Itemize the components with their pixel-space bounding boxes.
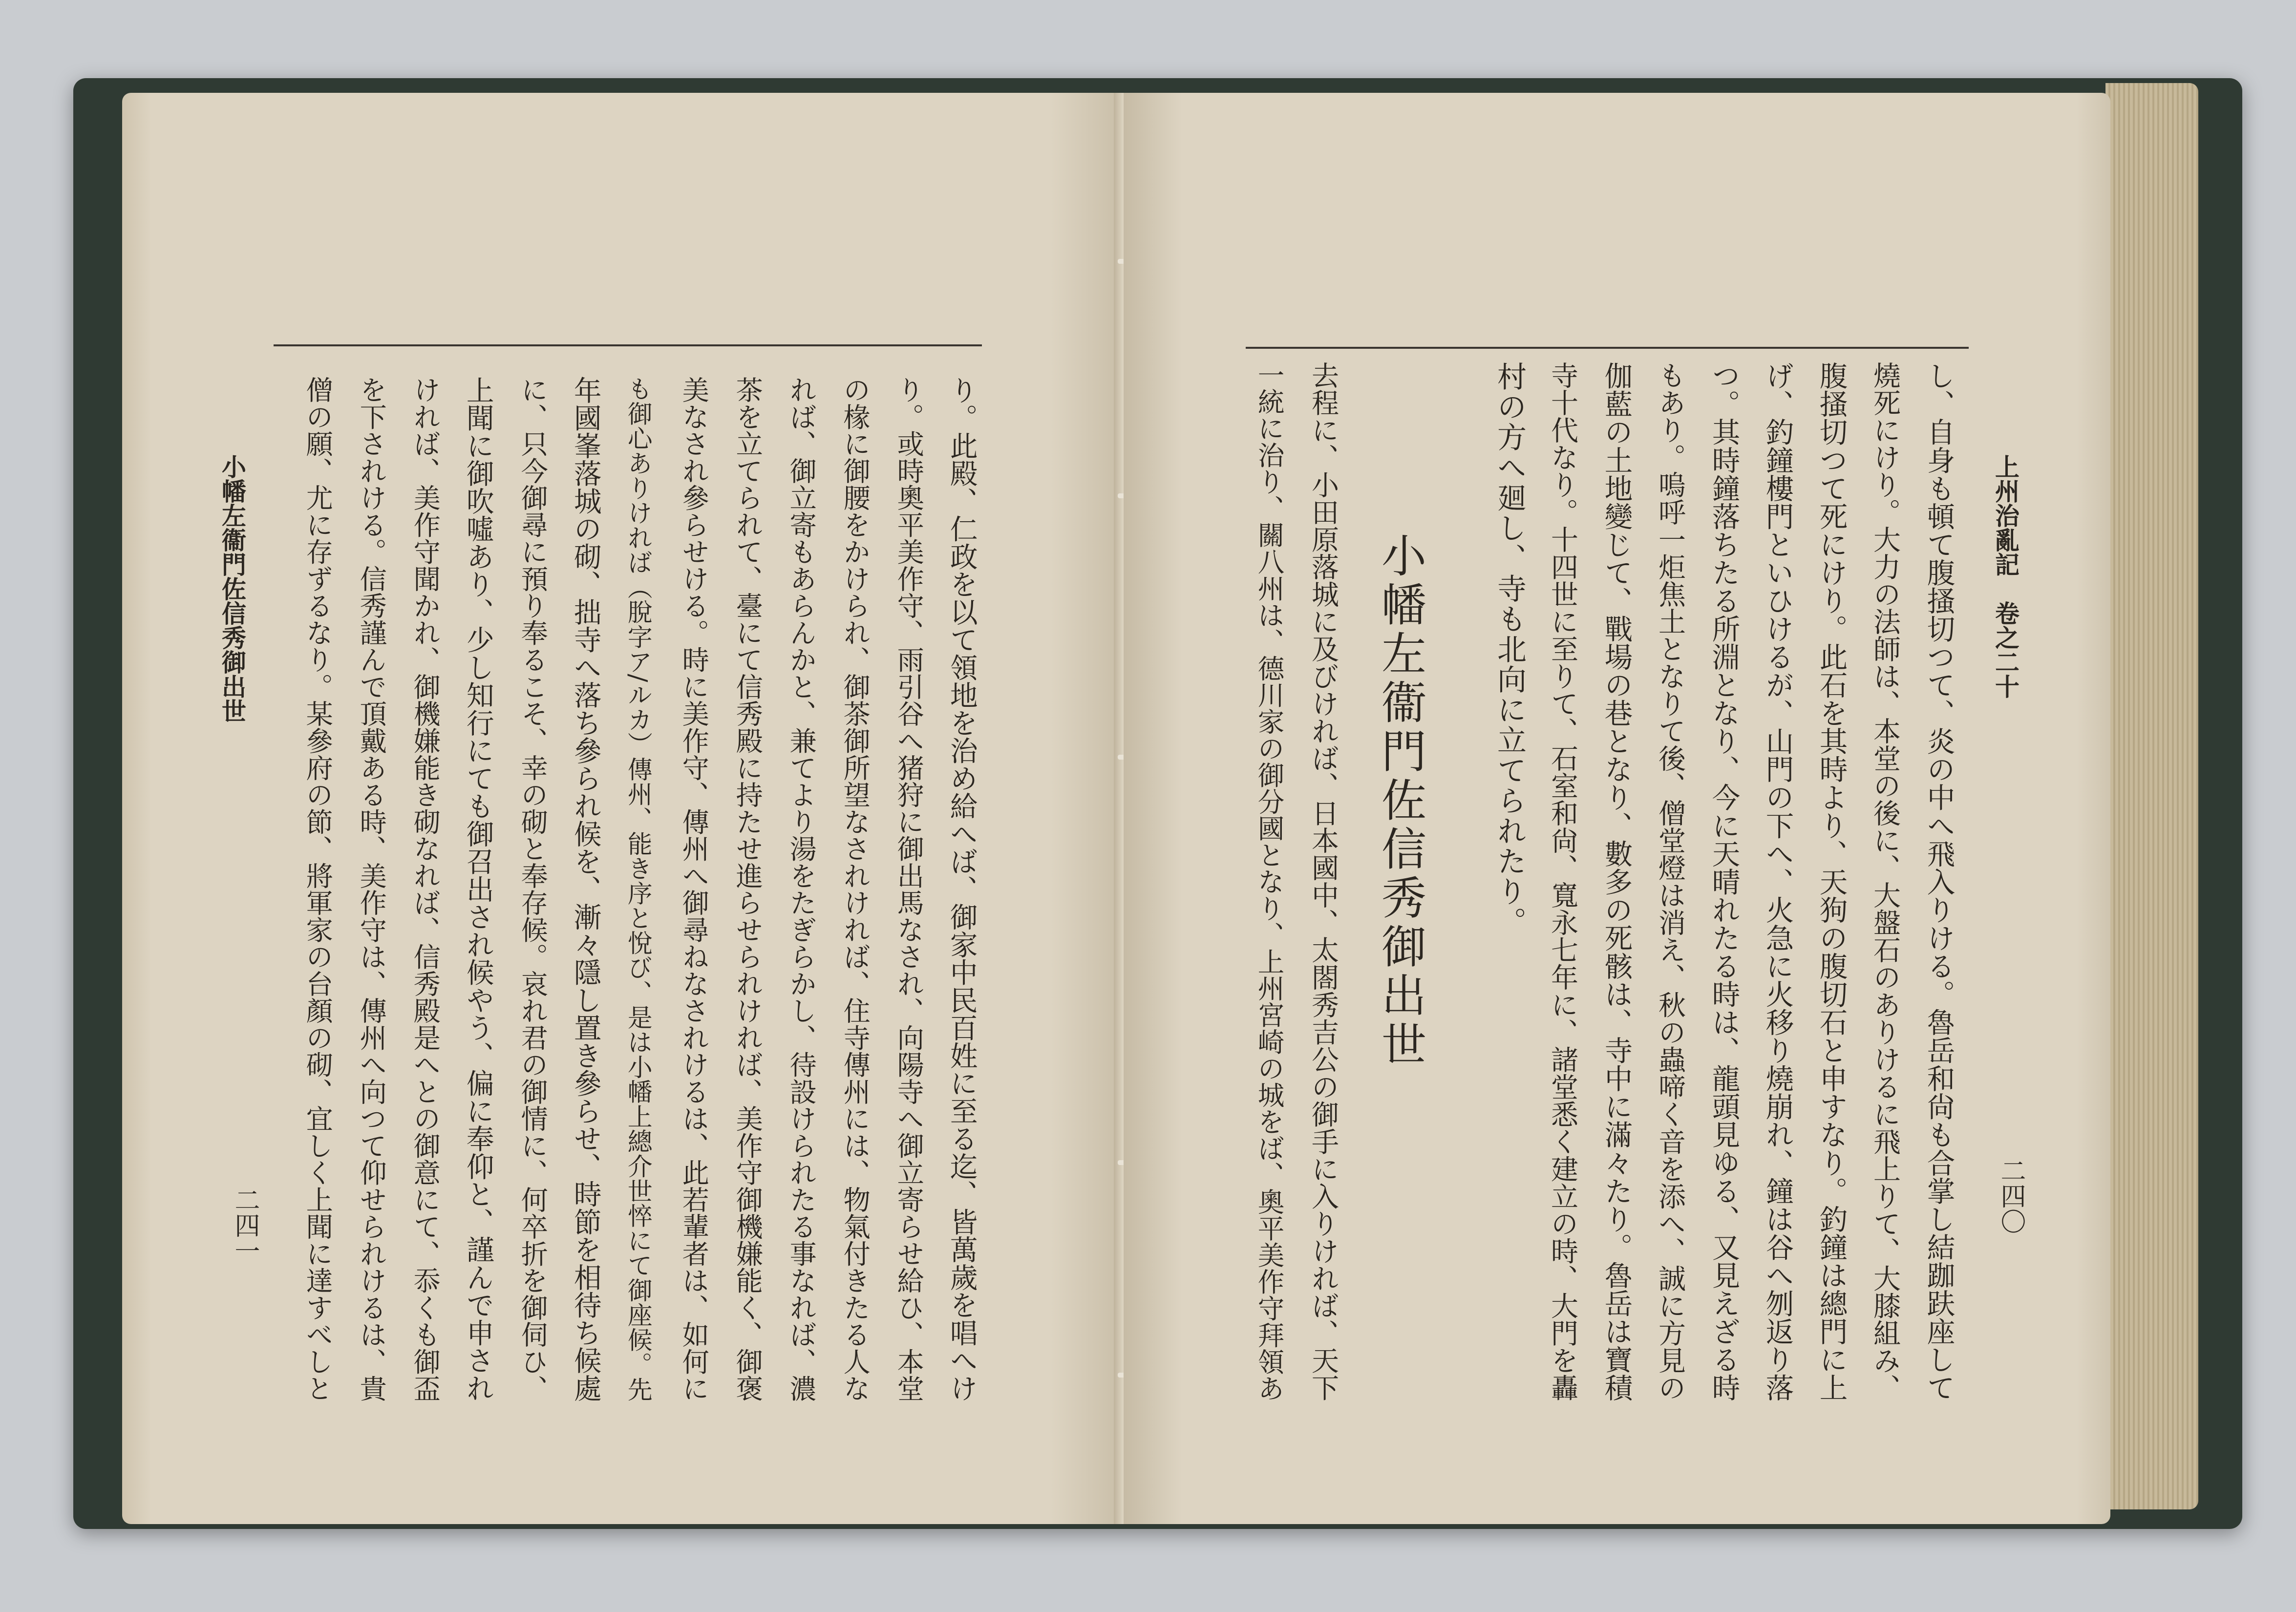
left-body-line: り。或時奧平美作守、雨引谷へ猪狩に御出馬なされ、向陽寺へ御立寄らせ給ひ、本堂 bbox=[892, 376, 924, 1402]
right-body-line: げ、釣鐘樓門といひけるが、山門の下へ、火急に火移り燒崩れ、鐘は谷へ刎返り落 bbox=[1761, 361, 1794, 1401]
left-body-line: 上聞に御吹噓あり、少し知行にても御召出され候やう、偏に奉仰と、謹んで申され bbox=[462, 376, 494, 1402]
left-body-line: の椽に御腰をかけられ、御茶御所望なされければ、住寺傳州には、物氣付きたる人な bbox=[838, 376, 870, 1402]
left-body-line: り。此殿、仁政を以て領地を治め給へば、御家中民百姓に至る迄、皆萬歲を唱へけ bbox=[945, 376, 978, 1402]
left-body-line: 年國峯落城の砌、拙寺へ落ち參られ候を、漸々隱し置き參らせ、時節を相待ち候處 bbox=[569, 376, 602, 1402]
chapter-title: 小幡左衞門佐信秀御出世 bbox=[1374, 532, 1426, 1070]
right-page-header-rule bbox=[1246, 347, 1969, 349]
right-body-line: 一統に治り、關八州は、德川家の御分國となり、上州宮崎の城をば、奧平美作守拜領あ bbox=[1253, 361, 1285, 1402]
right-page-number: 二四〇 bbox=[1996, 1158, 2025, 1234]
right-body-line: し、自身も頓て腹搔切つて、炎の中へ飛入りける。魯岳和尙も合掌し結跏趺座して bbox=[1922, 361, 1956, 1401]
page-block-edge bbox=[2105, 83, 2198, 1509]
left-body-line: れば、御立寄もあらんかと、兼てより湯をたぎらかし、待設けられたる事なれば、濃 bbox=[785, 376, 816, 1402]
left-body-line: 美なされ參らせける。時に美作守、傳州へ御尋ねなされけるは、此若輩者は、如何に bbox=[677, 376, 709, 1402]
right-body-line: 寺十代なり。十四世に至りて、石室和尙、寬永七年に、諸堂悉く建立の時、大門を轟 bbox=[1547, 361, 1579, 1401]
right-body-line: 去程に、小田原落城に及びければ、日本國中、太閤秀吉公の御手に入りければ、天下 bbox=[1307, 361, 1339, 1401]
right-body-line: もあり。嗚呼一炬焦土となりて後、僧堂燈は消え、秋の蟲啼く音を添へ、誠に方見の bbox=[1654, 361, 1686, 1401]
left-body-line: ければ、美作守聞かれ、御機嫌能き砌なれば、信秀殿是へとの御意にて、忝くも御盃 bbox=[408, 376, 440, 1402]
left-body-line: 僧の願、尤に存ずるなり。某參府の節、將軍家の台顏の砌、宜しく上聞に達すべしと bbox=[301, 376, 333, 1402]
right-body-line: 村の方へ廻し、寺も北向に立てられたり。 bbox=[1492, 361, 1527, 937]
left-body-line: も御心ありければ（脫字ア/ルカ）傳州、能き序と悅び、是は小幡上總介世悴にて御座候。先 bbox=[623, 376, 653, 1402]
left-body-line: を下されける。信秀謹んで頂戴ある時、美作守は、傳州へ向つて仰せられけるは、貴 bbox=[355, 376, 386, 1402]
left-page-number: 二四一 bbox=[230, 1187, 259, 1263]
right-body-line: つ。其時鐘落ちたる所淵となり、今に天晴れたる時は、龍頭見ゆる、又見えざる時 bbox=[1707, 361, 1741, 1401]
right-body-line: 燒死にけり。大力の法師は、本堂の後に、大盤石のありけるに飛上りて、大膝組み、 bbox=[1869, 361, 1901, 1401]
left-page-header-rule bbox=[274, 344, 982, 346]
left-body-line: に、只今御尋に預り奉るこそ、幸の砌と奉存候。哀れ君の御情に、何卒折を御伺ひ、 bbox=[516, 376, 548, 1402]
right-body-line: 伽藍の土地變じて、戰場の巷となり、數多の死骸は、寺中に滿々たり。魯岳は寶積 bbox=[1600, 361, 1633, 1401]
left-body-line: 茶を立てられて、臺にて信秀殿に持たせ進らせられければ、美作守御機嫌能く、御褒 bbox=[731, 376, 763, 1402]
right-running-head: 上州治亂記 卷之二十 bbox=[1991, 454, 2020, 699]
left-running-head: 小幡左衞門佐信秀御出世 bbox=[218, 454, 247, 723]
right-body-line: 腹搔切つて死にけり。此石を其時より、天狗の腹切石と申すなり。釣鐘は總門に上 bbox=[1815, 361, 1848, 1401]
